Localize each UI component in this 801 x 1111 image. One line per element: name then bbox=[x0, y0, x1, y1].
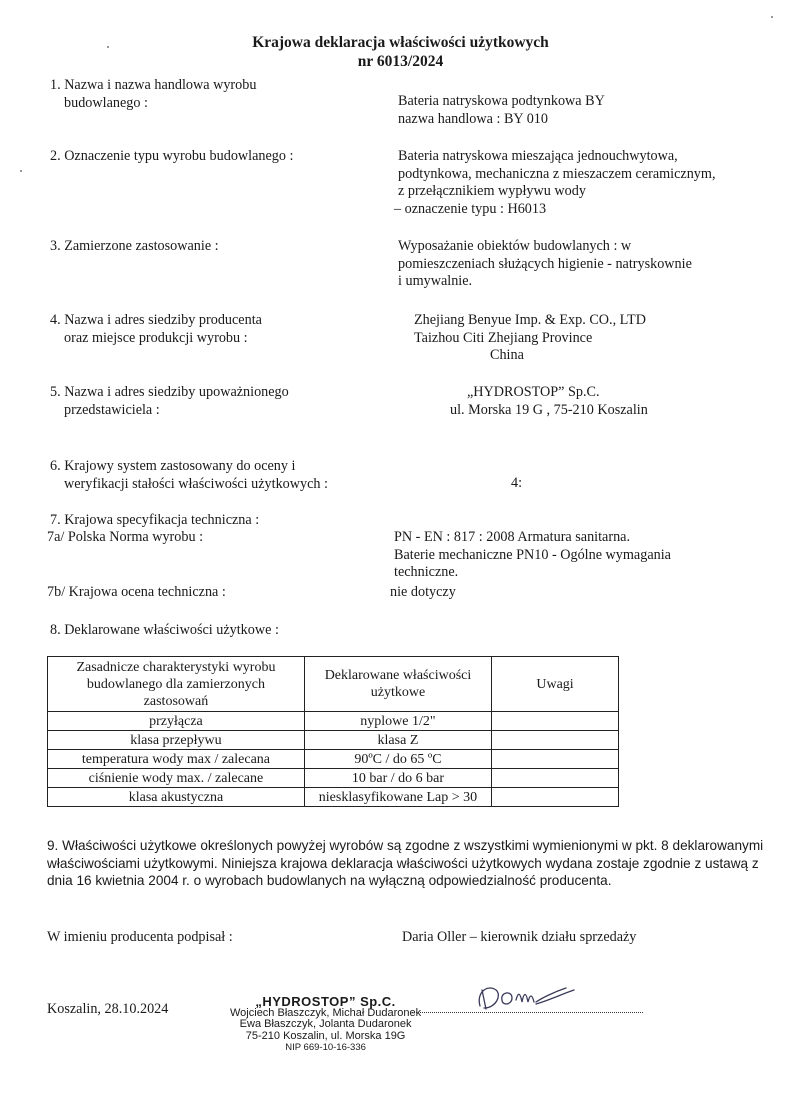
table-row bbox=[48, 750, 619, 769]
section-7-label: 7. Krajowa specyfikacja techniczna : bbox=[50, 512, 260, 528]
table-row bbox=[48, 731, 619, 750]
section-4-label: 4. Nazwa i adres siedziby producenta oraz miejsce produkcji wyrobu : bbox=[50, 312, 262, 346]
section-7a-label: 7a/ Polska Norma wyrobu : bbox=[47, 529, 204, 545]
declared-properties-table bbox=[47, 656, 619, 807]
signed-on-behalf-label: W imieniu producenta podpisał : bbox=[47, 929, 233, 945]
section-6-value: 4: bbox=[511, 475, 523, 491]
document-title: Krajowa deklaracja właściwości użytkowych bbox=[252, 34, 549, 51]
cell-declared: nyplowe 1/2" bbox=[304, 712, 491, 731]
section-9-statement: 9. Właściwości użytkowe określonych powyżej wyrobów są zgodne z wszystkimi wymienionymi w pkt. 8 deklarowanymi właściwościami użytkowymi. Niniejsza krajowa deklaracja właściwości użytkowych wydana zostaje zgodnie z ustawą z dnia 16 kwietnia 2004 r. o wyrobach budowlanych na wyłączną odpowiedzialność producenta. bbox=[47, 838, 764, 889]
header-characteristic: Zasadnicze charakterystyki wyrobu budowlanego dla zamierzonych zastosowań bbox=[48, 657, 305, 712]
table-row bbox=[48, 788, 619, 807]
scan-speck bbox=[771, 16, 773, 18]
section-2-label: 2. Oznaczenie typu wyrobu budowlanego : bbox=[50, 148, 294, 164]
section-7b-value: nie dotyczy bbox=[390, 584, 456, 600]
section-1-label: 1. Nazwa i nazwa handlowa wyrobu budowlanego : bbox=[50, 77, 257, 111]
scan-speck bbox=[20, 170, 22, 172]
cell-declared: klasa Z bbox=[304, 731, 491, 750]
signer-name: Daria Oller – kierownik działu sprzedaży bbox=[402, 929, 637, 945]
cell-declared: 10 bar / do 6 bar bbox=[304, 769, 491, 788]
table-header-row bbox=[48, 657, 619, 712]
section-3-value: Wyposażanie obiektów budowlanych : w pomieszczeniach służących higienie - natryskownie i umywalnie. bbox=[398, 238, 692, 289]
cell-notes bbox=[492, 712, 619, 731]
cell-characteristic: klasa akustyczna bbox=[48, 788, 305, 807]
handwritten-signature bbox=[470, 978, 580, 1018]
cell-declared: niesklasyfikowane Lap > 30 bbox=[304, 788, 491, 807]
section-8-label: 8. Deklarowane właściwości użytkowe : bbox=[50, 622, 279, 638]
section-4-value: Zhejiang Benyue Imp. & Exp. CO., LTD Taizhou Citi Zhejiang Province China bbox=[414, 312, 646, 363]
section-5-label: 5. Nazwa i adres siedziby upoważnionego przedstawiciela : bbox=[50, 384, 289, 418]
scan-speck bbox=[107, 46, 109, 48]
section-3-label: 3. Zamierzone zastosowanie : bbox=[50, 238, 219, 254]
cell-characteristic: klasa przepływu bbox=[48, 731, 305, 750]
cell-characteristic: przyłącza bbox=[48, 712, 305, 731]
cell-characteristic: temperatura wody max / zalecana bbox=[48, 750, 305, 769]
section-2-value: Bateria natryskowa mieszająca jednouchwytowa, podtynkowa, mechaniczna z mieszaczem ceramicznym, z przełącznikiem wypływu wody – oznaczenie typu : H6013 bbox=[394, 148, 716, 217]
section-6-label: 6. Krajowy system zastosowany do oceny i weryfikacji stałości właściwości użytkowych : bbox=[50, 458, 328, 492]
cell-characteristic: ciśnienie wody max. / zalecane bbox=[48, 769, 305, 788]
section-7a-value: PN - EN : 817 : 2008 Armatura sanitarna. Baterie mechaniczne PN10 - Ogólne wymagania techniczne. bbox=[394, 529, 671, 580]
table-row bbox=[48, 712, 619, 731]
cell-notes bbox=[492, 769, 619, 788]
section-5-value: „HYDROSTOP” Sp.C. ul. Morska 19 G , 75-210 Koszalin bbox=[450, 384, 648, 418]
place-date: Koszalin, 28.10.2024 bbox=[47, 1001, 169, 1017]
table-row bbox=[48, 769, 619, 788]
cell-notes bbox=[492, 788, 619, 807]
cell-notes bbox=[492, 731, 619, 750]
section-1-value: Bateria natryskowa podtynkowa BY nazwa handlowa : BY 010 bbox=[398, 93, 605, 127]
document-number: nr 6013/2024 bbox=[357, 53, 444, 70]
header-notes: Uwagi bbox=[492, 657, 619, 712]
cell-declared: 90ºC / do 65 ºC bbox=[304, 750, 491, 769]
header-declared: Deklarowane właściwości użytkowe bbox=[304, 657, 491, 712]
section-7b-label: 7b/ Krajowa ocena techniczna : bbox=[47, 584, 226, 600]
company-stamp: „HYDROSTOP” Sp.C. Wojciech Błaszczyk, Michał Dudaronek Ewa Błaszczyk, Jolanta Dudaronek 75-210 Koszalin, ul. Morska 19G NIP 669-10-16-336 bbox=[230, 994, 422, 1053]
cell-notes bbox=[492, 750, 619, 769]
